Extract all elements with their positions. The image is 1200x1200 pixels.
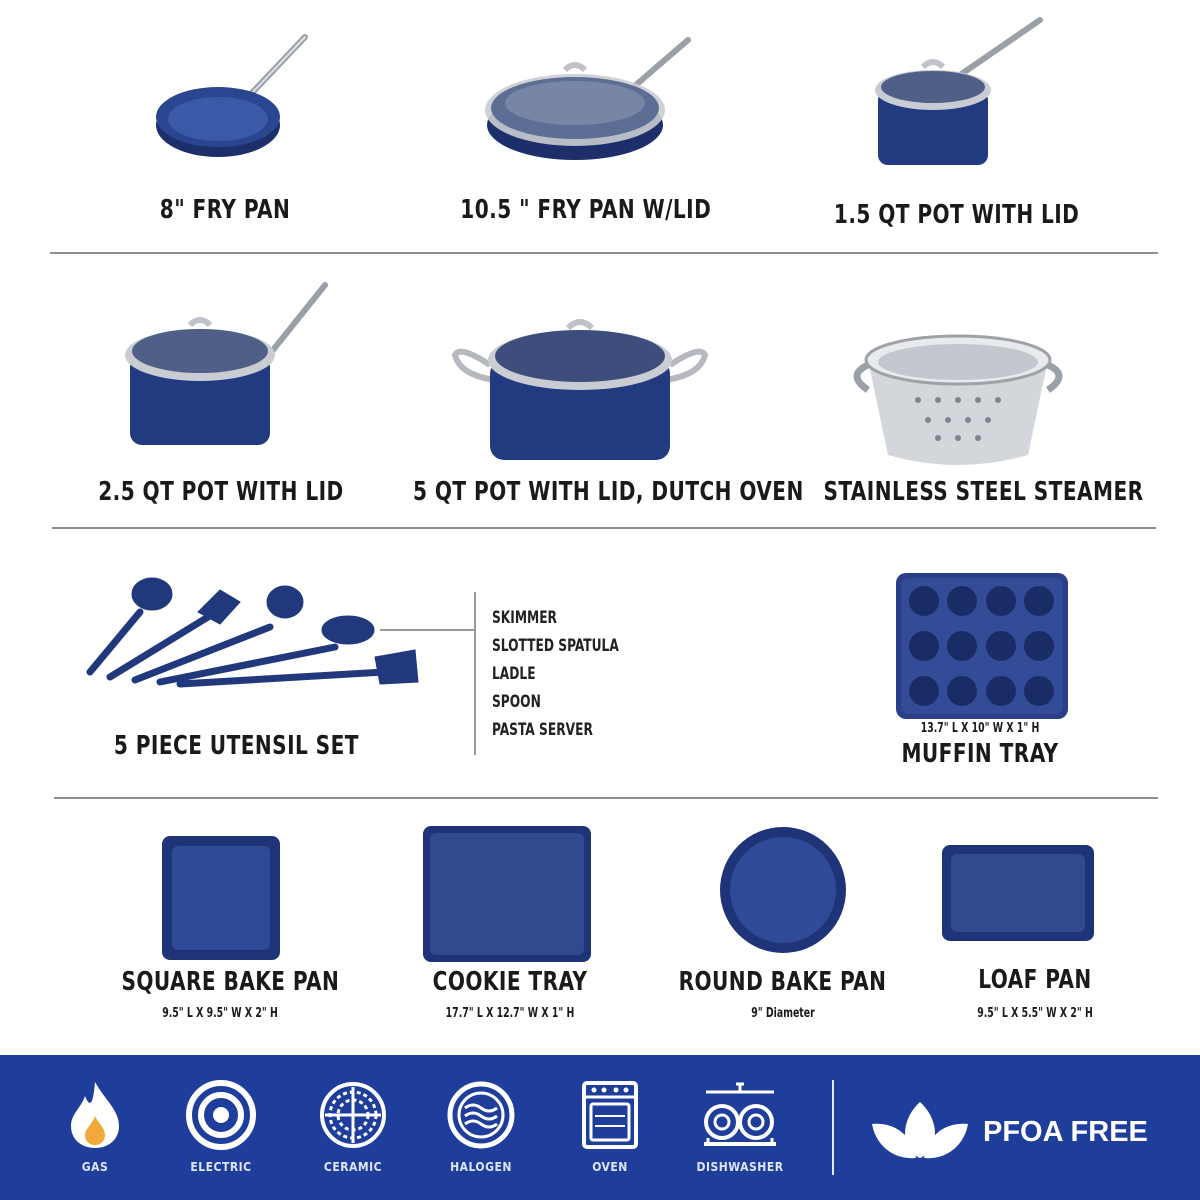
electric-coil-icon <box>185 1080 257 1150</box>
square-bake-pan-label: SQUARE BAKE PAN <box>121 967 340 997</box>
halogen-cooktop-icon <box>445 1080 517 1150</box>
utensil-set-label: 5 PIECE UTENSIL SET <box>113 731 359 761</box>
dishwasher-label: DISHWASHER <box>696 1160 784 1174</box>
square-bake-pan-dims: 9.5" L X 9.5" W X 2" H <box>162 1006 278 1021</box>
fry-pan-10-image <box>480 15 700 165</box>
row-divider-3 <box>54 797 1158 799</box>
cookie-tray-dims: 17.7" L X 12.7" W X 1" H <box>445 1006 575 1021</box>
round-bake-pan-dims: 9" Diameter <box>751 1006 815 1021</box>
feature-dishwasher <box>685 1080 795 1174</box>
oven-label: OVEN <box>592 1160 628 1174</box>
ceramic-cooktop-icon <box>317 1080 389 1150</box>
gas-label: GAS <box>81 1160 109 1174</box>
pot-2-5-image <box>115 280 335 455</box>
row-divider-1 <box>50 252 1158 254</box>
pot-5-label: 5 QT POT WITH LID, DUTCH OVEN <box>413 477 804 507</box>
utensil-item: SKIMMER <box>492 608 557 628</box>
steamer-label: STAINLESS STEEL STEAMER <box>823 477 1144 507</box>
muffin-tray-dims: 13.7" L X 10" W X 1" H <box>920 721 1040 736</box>
flame-icon <box>65 1080 125 1150</box>
cookie-tray-label: COOKIE TRAY <box>432 967 588 997</box>
fry-pan-10-label: 10.5 " FRY PAN W/LID <box>460 195 712 225</box>
cookie-tray-image <box>423 826 591 962</box>
pot-5-image <box>450 310 710 470</box>
round-bake-pan-label: ROUND BAKE PAN <box>678 967 887 997</box>
halogen-label: HALOGEN <box>450 1160 512 1174</box>
pot-1-5-image <box>850 15 1050 175</box>
utensil-item: SLOTTED SPATULA <box>492 636 619 656</box>
feature-gas <box>40 1080 150 1174</box>
fry-pan-8-image <box>140 25 320 165</box>
feature-halogen <box>426 1080 536 1174</box>
electric-label: ELECTRIC <box>190 1160 252 1174</box>
loaf-pan-dims: 9.5" L X 5.5" W X 2" H <box>977 1006 1093 1021</box>
utensil-item: PASTA SERVER <box>492 720 593 740</box>
oven-icon <box>580 1080 640 1150</box>
utensil-item: LADLE <box>492 664 536 684</box>
pfoa-free-label: PFOA FREE <box>983 1116 1148 1148</box>
ceramic-label: CERAMIC <box>323 1160 383 1174</box>
utensil-list-divider <box>474 592 476 755</box>
band-divider <box>832 1080 834 1175</box>
feature-electric <box>166 1080 276 1174</box>
utensil-item: SPOON <box>492 692 541 712</box>
feature-oven <box>555 1080 665 1174</box>
leaf-icon <box>870 1100 970 1160</box>
dishwasher-icon <box>700 1080 780 1150</box>
loaf-pan-image <box>942 845 1094 941</box>
row-divider-2 <box>52 527 1156 529</box>
muffin-tray-label: MUFFIN TRAY <box>901 739 1059 769</box>
square-bake-pan-image <box>162 836 280 960</box>
utensil-connector-line <box>380 629 474 631</box>
pot-2-5-label: 2.5 QT POT WITH LID <box>98 477 344 507</box>
muffin-tray-image <box>896 573 1068 719</box>
feature-ceramic <box>298 1080 408 1174</box>
pot-1-5-label: 1.5 QT POT WITH LID <box>833 200 1080 230</box>
fry-pan-8-label: 8" FRY PAN <box>159 195 291 225</box>
loaf-pan-label: LOAF PAN <box>978 965 1092 995</box>
utensil-list <box>492 604 619 744</box>
steamer-image <box>848 320 1068 470</box>
utensil-set-image <box>80 572 420 692</box>
round-bake-pan-image <box>718 825 848 955</box>
